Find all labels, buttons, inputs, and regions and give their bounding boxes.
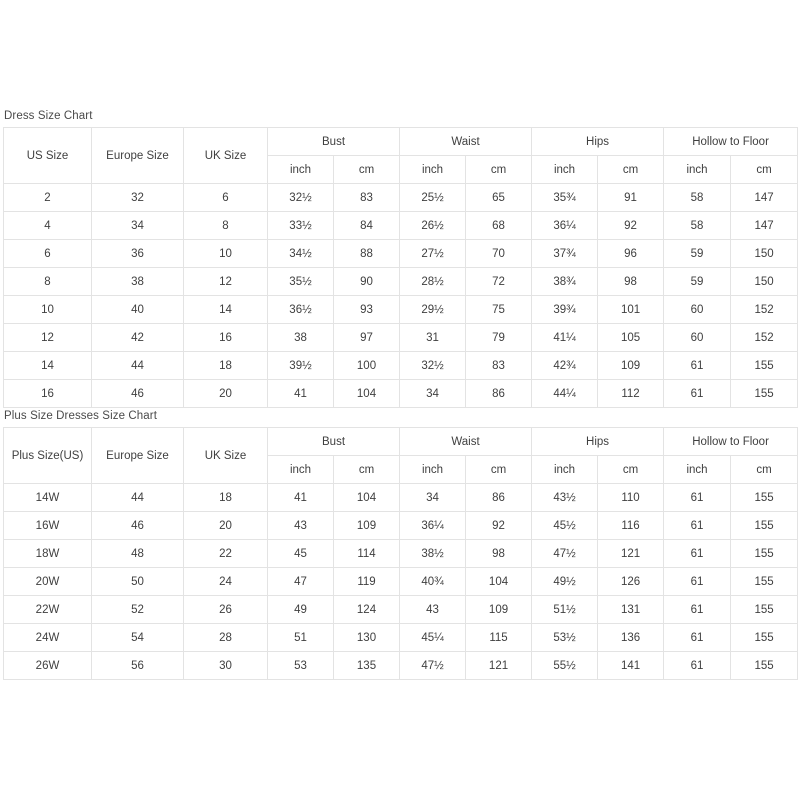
cell: 29½ (400, 296, 466, 324)
unit-cell: inch (532, 156, 598, 184)
cell: 58 (664, 212, 731, 240)
cell: 36½ (268, 296, 334, 324)
cell: 96 (598, 240, 664, 268)
plus-size-chart-caption: Plus Size Dresses Size Chart (4, 410, 157, 422)
cell: 155 (731, 380, 798, 408)
cell: 36 (92, 240, 184, 268)
unit-cell: inch (532, 456, 598, 484)
unit-cell: inch (664, 456, 731, 484)
cell: 112 (598, 380, 664, 408)
unit-cell: inch (664, 156, 731, 184)
cell: 61 (664, 652, 731, 680)
unit-cell: cm (598, 156, 664, 184)
unit-cell: cm (466, 156, 532, 184)
cell: 83 (466, 352, 532, 380)
cell: 24W (4, 624, 92, 652)
cell: 20 (184, 512, 268, 540)
header-cell: Bust (268, 428, 400, 456)
cell: 37¾ (532, 240, 598, 268)
cell: 90 (334, 268, 400, 296)
header-cell: Hips (532, 428, 664, 456)
cell: 20W (4, 568, 92, 596)
cell: 18 (184, 484, 268, 512)
cell: 104 (334, 484, 400, 512)
cell: 86 (466, 484, 532, 512)
cell: 131 (598, 596, 664, 624)
cell: 36¼ (400, 512, 466, 540)
table-row (4, 352, 798, 380)
cell: 42¾ (532, 352, 598, 380)
cell: 109 (598, 352, 664, 380)
cell: 2 (4, 184, 92, 212)
table-header-row (4, 128, 798, 156)
header-cell: Europe Size (92, 428, 184, 484)
dress-size-chart-block (0, 110, 800, 408)
cell: 25½ (400, 184, 466, 212)
cell: 53½ (532, 624, 598, 652)
unit-cell: inch (400, 156, 466, 184)
cell: 49½ (532, 568, 598, 596)
cell: 101 (598, 296, 664, 324)
cell: 79 (466, 324, 532, 352)
cell: 8 (4, 268, 92, 296)
cell: 38½ (400, 540, 466, 568)
cell: 53 (268, 652, 334, 680)
cell: 26½ (400, 212, 466, 240)
cell: 155 (731, 540, 798, 568)
cell: 38 (92, 268, 184, 296)
cell: 56 (92, 652, 184, 680)
table-header-row (4, 428, 798, 456)
cell: 47½ (400, 652, 466, 680)
header-cell: Europe Size (92, 128, 184, 184)
cell: 75 (466, 296, 532, 324)
header-cell: Waist (400, 428, 532, 456)
unit-cell: cm (731, 156, 798, 184)
cell: 116 (598, 512, 664, 540)
cell: 109 (334, 512, 400, 540)
cell: 18W (4, 540, 92, 568)
cell: 59 (664, 240, 731, 268)
cell: 38¾ (532, 268, 598, 296)
cell: 150 (731, 268, 798, 296)
table-row (4, 596, 798, 624)
unit-cell: cm (598, 456, 664, 484)
cell: 119 (334, 568, 400, 596)
cell: 12 (184, 268, 268, 296)
cell: 51½ (532, 596, 598, 624)
cell: 48 (92, 540, 184, 568)
cell: 155 (731, 352, 798, 380)
cell: 155 (731, 624, 798, 652)
unit-cell: inch (268, 456, 334, 484)
cell: 61 (664, 484, 731, 512)
cell: 16 (184, 324, 268, 352)
cell: 100 (334, 352, 400, 380)
cell: 84 (334, 212, 400, 240)
header-cell: Hips (532, 128, 664, 156)
cell: 32½ (400, 352, 466, 380)
cell: 61 (664, 596, 731, 624)
cell: 24 (184, 568, 268, 596)
cell: 40¾ (400, 568, 466, 596)
cell: 16W (4, 512, 92, 540)
header-cell: Waist (400, 128, 532, 156)
cell: 43 (268, 512, 334, 540)
cell: 39¾ (532, 296, 598, 324)
cell: 121 (466, 652, 532, 680)
cell: 47½ (532, 540, 598, 568)
cell: 92 (466, 512, 532, 540)
cell: 52 (92, 596, 184, 624)
cell: 36¼ (532, 212, 598, 240)
header-cell: Plus Size(US) (4, 428, 92, 484)
cell: 8 (184, 212, 268, 240)
cell: 60 (664, 324, 731, 352)
cell: 34 (400, 484, 466, 512)
cell: 110 (598, 484, 664, 512)
cell: 155 (731, 568, 798, 596)
header-cell: UK Size (184, 128, 268, 184)
cell: 50 (92, 568, 184, 596)
cell: 34 (400, 380, 466, 408)
cell: 28½ (400, 268, 466, 296)
cell: 98 (598, 268, 664, 296)
cell: 105 (598, 324, 664, 352)
cell: 104 (334, 380, 400, 408)
cell: 150 (731, 240, 798, 268)
cell: 141 (598, 652, 664, 680)
cell: 126 (598, 568, 664, 596)
cell: 41¼ (532, 324, 598, 352)
cell: 114 (334, 540, 400, 568)
cell: 16 (4, 380, 92, 408)
cell: 14W (4, 484, 92, 512)
cell: 65 (466, 184, 532, 212)
header-cell: Hollow to Floor (664, 428, 798, 456)
cell: 109 (466, 596, 532, 624)
cell: 42 (92, 324, 184, 352)
cell: 43½ (532, 484, 598, 512)
cell: 27½ (400, 240, 466, 268)
table-row (4, 212, 798, 240)
cell: 10 (184, 240, 268, 268)
cell: 28 (184, 624, 268, 652)
cell: 155 (731, 512, 798, 540)
cell: 72 (466, 268, 532, 296)
cell: 46 (92, 380, 184, 408)
cell: 135 (334, 652, 400, 680)
table-row (4, 540, 798, 568)
cell: 31 (400, 324, 466, 352)
cell: 10 (4, 296, 92, 324)
cell: 98 (466, 540, 532, 568)
cell: 47 (268, 568, 334, 596)
header-cell: US Size (4, 128, 92, 184)
cell: 61 (664, 540, 731, 568)
cell: 93 (334, 296, 400, 324)
cell: 34½ (268, 240, 334, 268)
cell: 34 (92, 212, 184, 240)
cell: 26W (4, 652, 92, 680)
cell: 45¼ (400, 624, 466, 652)
cell: 54 (92, 624, 184, 652)
cell: 61 (664, 624, 731, 652)
cell: 45 (268, 540, 334, 568)
plus-size-chart-table (3, 427, 798, 680)
cell: 32 (92, 184, 184, 212)
cell: 44¼ (532, 380, 598, 408)
cell: 104 (466, 568, 532, 596)
cell: 33½ (268, 212, 334, 240)
cell: 121 (598, 540, 664, 568)
header-cell: Hollow to Floor (664, 128, 798, 156)
cell: 39½ (268, 352, 334, 380)
cell: 41 (268, 380, 334, 408)
cell: 70 (466, 240, 532, 268)
cell: 18 (184, 352, 268, 380)
cell: 44 (92, 352, 184, 380)
cell: 20 (184, 380, 268, 408)
cell: 4 (4, 212, 92, 240)
cell: 26 (184, 596, 268, 624)
unit-cell: cm (334, 456, 400, 484)
cell: 6 (4, 240, 92, 268)
unit-cell: cm (466, 456, 532, 484)
cell: 124 (334, 596, 400, 624)
cell: 58 (664, 184, 731, 212)
table-row (4, 240, 798, 268)
cell: 130 (334, 624, 400, 652)
cell: 44 (92, 484, 184, 512)
cell: 40 (92, 296, 184, 324)
plus-size-chart-block (0, 410, 800, 680)
cell: 35½ (268, 268, 334, 296)
cell: 60 (664, 296, 731, 324)
cell: 61 (664, 380, 731, 408)
cell: 41 (268, 484, 334, 512)
cell: 59 (664, 268, 731, 296)
cell: 35¾ (532, 184, 598, 212)
header-cell: Bust (268, 128, 400, 156)
dress-size-chart-caption: Dress Size Chart (4, 110, 93, 122)
cell: 14 (4, 352, 92, 380)
cell: 61 (664, 512, 731, 540)
unit-cell: inch (400, 456, 466, 484)
cell: 32½ (268, 184, 334, 212)
cell: 92 (598, 212, 664, 240)
table-row (4, 568, 798, 596)
cell: 147 (731, 184, 798, 212)
cell: 30 (184, 652, 268, 680)
cell: 88 (334, 240, 400, 268)
table-row (4, 512, 798, 540)
cell: 38 (268, 324, 334, 352)
cell: 155 (731, 596, 798, 624)
cell: 12 (4, 324, 92, 352)
cell: 61 (664, 568, 731, 596)
cell: 97 (334, 324, 400, 352)
cell: 83 (334, 184, 400, 212)
unit-cell: inch (268, 156, 334, 184)
cell: 45½ (532, 512, 598, 540)
cell: 55½ (532, 652, 598, 680)
table-row (4, 380, 798, 408)
table-row (4, 184, 798, 212)
table-row (4, 296, 798, 324)
cell: 115 (466, 624, 532, 652)
table-row (4, 324, 798, 352)
cell: 49 (268, 596, 334, 624)
cell: 91 (598, 184, 664, 212)
cell: 152 (731, 296, 798, 324)
cell: 46 (92, 512, 184, 540)
header-cell: UK Size (184, 428, 268, 484)
cell: 68 (466, 212, 532, 240)
cell: 14 (184, 296, 268, 324)
table-row (4, 268, 798, 296)
cell: 155 (731, 484, 798, 512)
cell: 155 (731, 652, 798, 680)
cell: 22W (4, 596, 92, 624)
cell: 86 (466, 380, 532, 408)
unit-cell: cm (731, 456, 798, 484)
unit-cell: cm (334, 156, 400, 184)
cell: 22 (184, 540, 268, 568)
cell: 152 (731, 324, 798, 352)
table-row (4, 652, 798, 680)
cell: 43 (400, 596, 466, 624)
table-row (4, 484, 798, 512)
cell: 61 (664, 352, 731, 380)
cell: 51 (268, 624, 334, 652)
table-row (4, 624, 798, 652)
cell: 147 (731, 212, 798, 240)
dress-size-chart-table (3, 127, 798, 408)
cell: 136 (598, 624, 664, 652)
cell: 6 (184, 184, 268, 212)
